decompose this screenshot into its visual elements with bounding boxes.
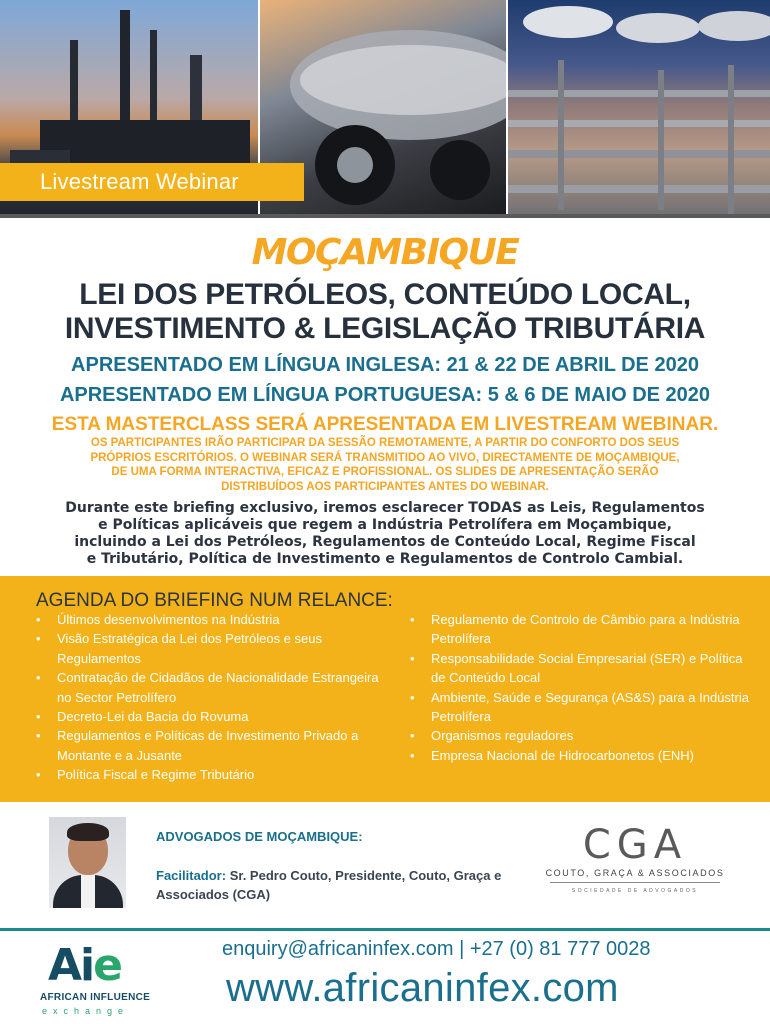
facilitator-label: Facilitador: (156, 868, 227, 883)
agenda-item: • Ambiente, Saúde e Segurança (AS&S) para a Indústria Petrolífera (410, 688, 760, 727)
pipeline-silhouette (508, 0, 770, 218)
livestream-label: Livestream Webinar (40, 169, 239, 194)
webinar-note-line: DE UMA FORMA INTERACTIVA, EFICAZ E PROFISSIONAL. OS SLIDES DE APRESENTAÇÃO SERÃO (111, 466, 659, 478)
agenda-list-left (36, 610, 386, 785)
cga-letters: CGA (582, 822, 688, 868)
agenda-item: • Visão Estratégica da Lei dos Petróleos e seus Regulamentos (36, 629, 386, 668)
avatar-shirt (81, 875, 95, 908)
cga-logo (540, 822, 730, 902)
agenda-item: • Política Fiscal e Regime Tributário (36, 765, 386, 784)
livestream-badge (0, 163, 304, 201)
agenda-item: • Organismos reguladores (410, 726, 760, 745)
webinar-note-line: OS PARTICIPANTES IRÃO PARTICIPAR DA SESSÃO REMOTAMENTE, A PARTIR DO CONFORTO DOS SEUS (90, 437, 680, 449)
aie-mark-ai: Ai (48, 940, 94, 991)
cga-firm-name: COUTO, GRAÇA & ASSOCIADOS (545, 868, 725, 878)
aie-logo-mark (48, 940, 121, 991)
agenda-item: • Últimos desenvolvimentos na Indústria (36, 610, 386, 629)
agenda-title: AGENDA DO BRIEFING NUM RELANCE: (36, 590, 393, 611)
aie-mark-e: e (93, 940, 121, 991)
aie-logo (38, 938, 178, 1018)
title-line-2: INVESTIMENTO & LEGISLAÇÃO TRIBUTÁRIA (64, 312, 706, 345)
intro-line: e Políticas aplicáveis que regem a Indústria Petrolífera em Moçambique, (98, 517, 672, 533)
firm-label: ADVOGADOS DE MOÇAMBIQUE: (156, 829, 363, 844)
pipeline-photo (508, 0, 770, 218)
footer-divider (0, 928, 770, 931)
hero-banner (0, 0, 770, 218)
aie-logo-name: AFRICAN INFLUENCE (40, 992, 151, 1003)
date-english: APRESENTADO EM LÍNGUA INGLESA: 21 & 22 DE ABRIL DE 2020 (71, 354, 699, 376)
agenda-item: • Contratação de Cidadãos de Nacionalidade Estrangeira no Sector Petrolífero (36, 668, 386, 707)
aie-logo-sub: exchange (42, 1006, 130, 1016)
facilitator-photo (49, 817, 126, 908)
facilitator-info (156, 866, 516, 904)
webinar-note (0, 436, 770, 494)
cga-rule (550, 882, 720, 883)
agenda-list-right (410, 610, 760, 765)
agenda-item: • Empresa Nacional de Hidrocarbonetos (ENH) (410, 746, 760, 765)
title-line-1: LEI DOS PETRÓLEOS, CONTEÚDO LOCAL, (79, 278, 691, 311)
country-heading: MOÇAMBIQUE (251, 232, 519, 273)
date-portuguese: APRESENTADO EM LÍNGUA PORTUGUESA: 5 & 6 DE MAIO DE 2020 (59, 384, 711, 406)
intro-line: Durante este briefing exclusivo, iremos esclarecer TODAS as Leis, Regulamentos (65, 500, 705, 516)
intro-line: e Tributário, Política de Investimento e Regulamentos de Controlo Cambial. (86, 551, 684, 567)
agenda-item: • Regulamentos e Políticas de Investimento Privado a Montante e a Jusante (36, 726, 386, 765)
agenda-item: • Decreto-Lei da Bacia do Rovuma (36, 707, 386, 726)
intro-paragraph (0, 500, 770, 568)
webinar-note-line: DISTRIBUÍDOS AOS PARTICIPANTES ANTES DO WEBINAR. (221, 480, 549, 493)
contact-line: enquiry@africaninfex.com | +27 (0) 81 777 0028 (222, 938, 651, 960)
agenda-section (0, 576, 770, 802)
avatar-hair (67, 823, 109, 841)
webinar-note-line: PRÓPRIOS ESCRITÓRIOS. O WEBINAR SERÁ TRANSMITIDO AO VIVO, DIRECTAMENTE DE MOÇAMBIQUE, (90, 451, 680, 464)
agenda-item: • Regulamento de Controlo de Câmbio para a Indústria Petrolífera (410, 610, 760, 649)
intro-line: incluindo a Lei dos Petróleos, Regulamentos de Conteúdo Local, Regime Fiscal (74, 534, 696, 550)
hero-divider (0, 214, 770, 218)
agenda-item: • Responsabilidade Social Empresarial (SER) e Política de Conteúdo Local (410, 649, 760, 688)
cga-subtitle: SOCIEDADE DE ADVOGADOS (571, 888, 699, 894)
facilitator-text: Sr. Pedro Couto, Presidente, Couto, Graça e Associados (CGA) (156, 868, 502, 902)
website-url: www.africaninfex.com (226, 966, 619, 1010)
masterclass-notice: ESTA MASTERCLASS SERÁ APRESENTADA EM LIVESTREAM WEBINAR. (51, 414, 719, 435)
